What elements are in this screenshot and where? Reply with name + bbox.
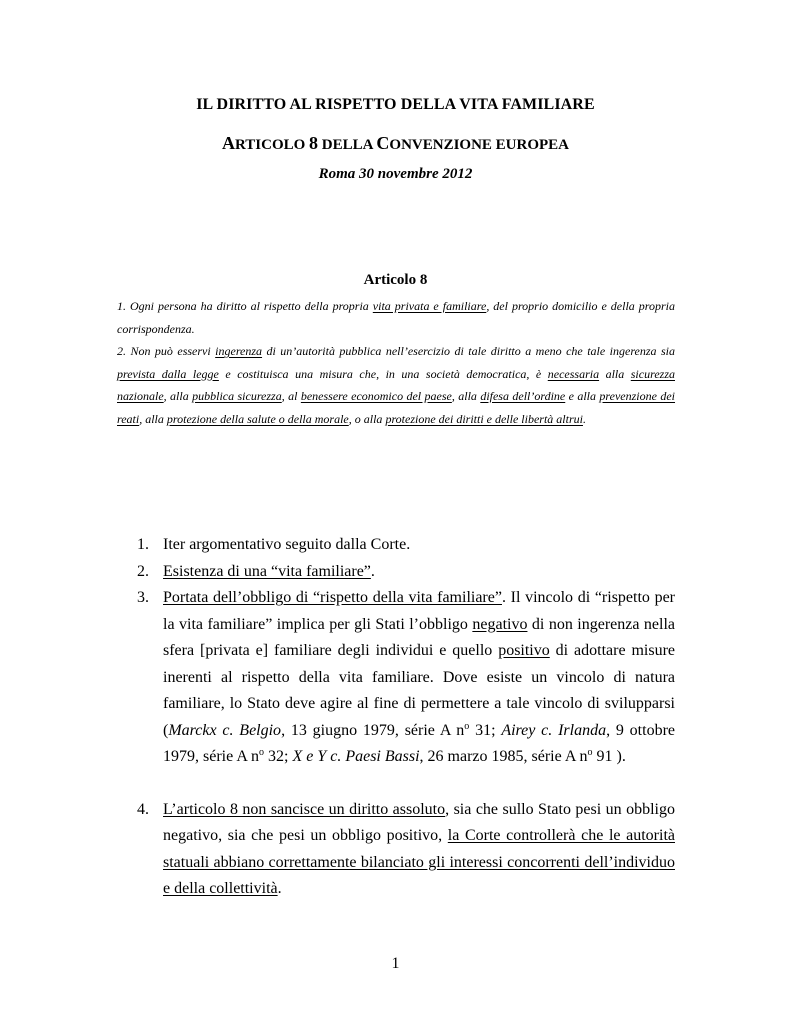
superscript: o xyxy=(464,720,470,732)
underlined-term: vita privata e familiare xyxy=(372,299,487,313)
text-run: , alla xyxy=(163,389,193,403)
text-run: , 26 marzo 1985, série A n xyxy=(419,748,588,765)
text-run: di adottare misure inerenti al rispetto della vita familiare. Dove esiste un vincolo di natura familiare, lo Stato deve agire al fine di permettere a tale vincolo di svilupparsi ( xyxy=(163,642,676,739)
text-run: e alla xyxy=(565,389,600,403)
superscript: o xyxy=(259,747,264,758)
superscript: o xyxy=(587,747,593,758)
case-citation: Airey c. Irlanda xyxy=(501,721,607,739)
subtitle-part: C xyxy=(376,133,390,153)
underlined-term: necessaria xyxy=(547,366,600,381)
text-run: . xyxy=(582,411,586,426)
text-run: , alla xyxy=(139,411,167,426)
text-run: alla xyxy=(599,366,631,381)
subtitle-part: RTICOLO xyxy=(234,137,310,153)
document-title: IL DIRITTO AL RISPETTO DELLA VITA FAMILIARE xyxy=(196,96,595,113)
article-text xyxy=(117,295,675,430)
underlined-term: prevista dalla legge xyxy=(117,366,219,381)
list-item xyxy=(117,559,675,586)
text-run: . Il vincolo di “rispetto per la vita familiare” implica per gli Stati l’obbligo xyxy=(163,589,676,633)
document-subtitle xyxy=(0,133,791,154)
subtitle-part: DELLA xyxy=(318,137,377,153)
text-run: , o alla xyxy=(348,411,386,426)
underlined-term: protezione dei diritti e delle libertà altrui xyxy=(385,411,583,426)
list-number: 1. xyxy=(137,536,149,553)
text-run: 1. Ogni persona ha diritto al rispetto della propria xyxy=(117,299,373,313)
list-number: 4. xyxy=(137,800,149,818)
list-item-text: Esistenza di una “vita familiare” xyxy=(163,562,371,580)
underlined-term: Portata dell’obbligo di “rispetto della vita familiare” xyxy=(163,589,502,606)
text-run: 91 ). xyxy=(592,748,626,765)
text-run: di un’autorità pubblica nell’esercizio di tale diritto a meno che tale ingerenza sia xyxy=(262,344,676,358)
article-paragraph-2 xyxy=(117,340,675,430)
case-citation: Marckx c. Belgio xyxy=(168,721,282,739)
text-run: , 9 ottobre 1979, série A n xyxy=(163,721,675,765)
text-run: e costituisca una misura che, in una società democratica, è xyxy=(218,366,548,381)
text-run: 32; xyxy=(264,748,293,765)
underlined-term: sicurezza nazionale xyxy=(117,366,675,403)
text-run: . xyxy=(370,562,375,580)
underlined-term: difesa dell’ordine xyxy=(480,389,566,403)
subtitle-part: ONVENZIONE EUROPEA xyxy=(389,137,570,153)
subtitle-part: 8 xyxy=(309,133,319,153)
list-number: 3. xyxy=(137,589,149,606)
underlined-term: L’articolo 8 non sancisce un diritto assoluto xyxy=(163,800,446,818)
page-number: 1 xyxy=(391,955,400,972)
numbered-list xyxy=(117,532,675,903)
text-run: , al xyxy=(281,389,301,403)
text-run: 2. Non può esservi xyxy=(117,344,216,358)
list-item xyxy=(117,797,675,903)
underlined-term: pubblica sicurezza xyxy=(192,389,282,403)
subtitle-part: A xyxy=(221,133,235,153)
underlined-term: ingerenza xyxy=(215,344,263,358)
text-run: di non ingerenza nella sfera [privata e] familiare degli individui e quello xyxy=(163,615,676,659)
underlined-term: prevenzione dei reati xyxy=(117,389,676,426)
document-date: Roma 30 novembre 2012 xyxy=(318,166,473,182)
case-citation: X e Y c. Paesi Bassi xyxy=(292,748,420,765)
text-run: , 13 giugno 1979, série A n xyxy=(281,721,465,739)
list-item-text: Iter argomentativo seguito dalla Corte. xyxy=(163,536,411,553)
underlined-term: la Corte controllerà che le autorità statuali abbiano correttamente bilanciato gli interessi concorrenti dell’individuo e della collettività xyxy=(163,827,675,897)
list-number: 2. xyxy=(137,562,149,580)
text-run: , del proprio domicilio e della propria corrispondenza. xyxy=(117,299,676,336)
underlined-term: protezione della salute o della morale xyxy=(166,411,349,426)
underlined-term: benessere economico del paese xyxy=(300,389,452,403)
text-run: , alla xyxy=(451,389,481,403)
list-item xyxy=(117,585,675,771)
list-item xyxy=(117,532,675,559)
text-run: 31; xyxy=(469,721,502,739)
underlined-term: positivo xyxy=(498,642,550,659)
article-paragraph-1 xyxy=(117,295,675,340)
underlined-term: negativo xyxy=(472,615,528,633)
article-heading: Articolo 8 xyxy=(363,272,428,288)
text-run: , sia che sullo Stato pesi un obbligo negativo, sia che pesi un obbligo positivo, xyxy=(163,800,675,844)
text-run: . xyxy=(277,880,282,897)
